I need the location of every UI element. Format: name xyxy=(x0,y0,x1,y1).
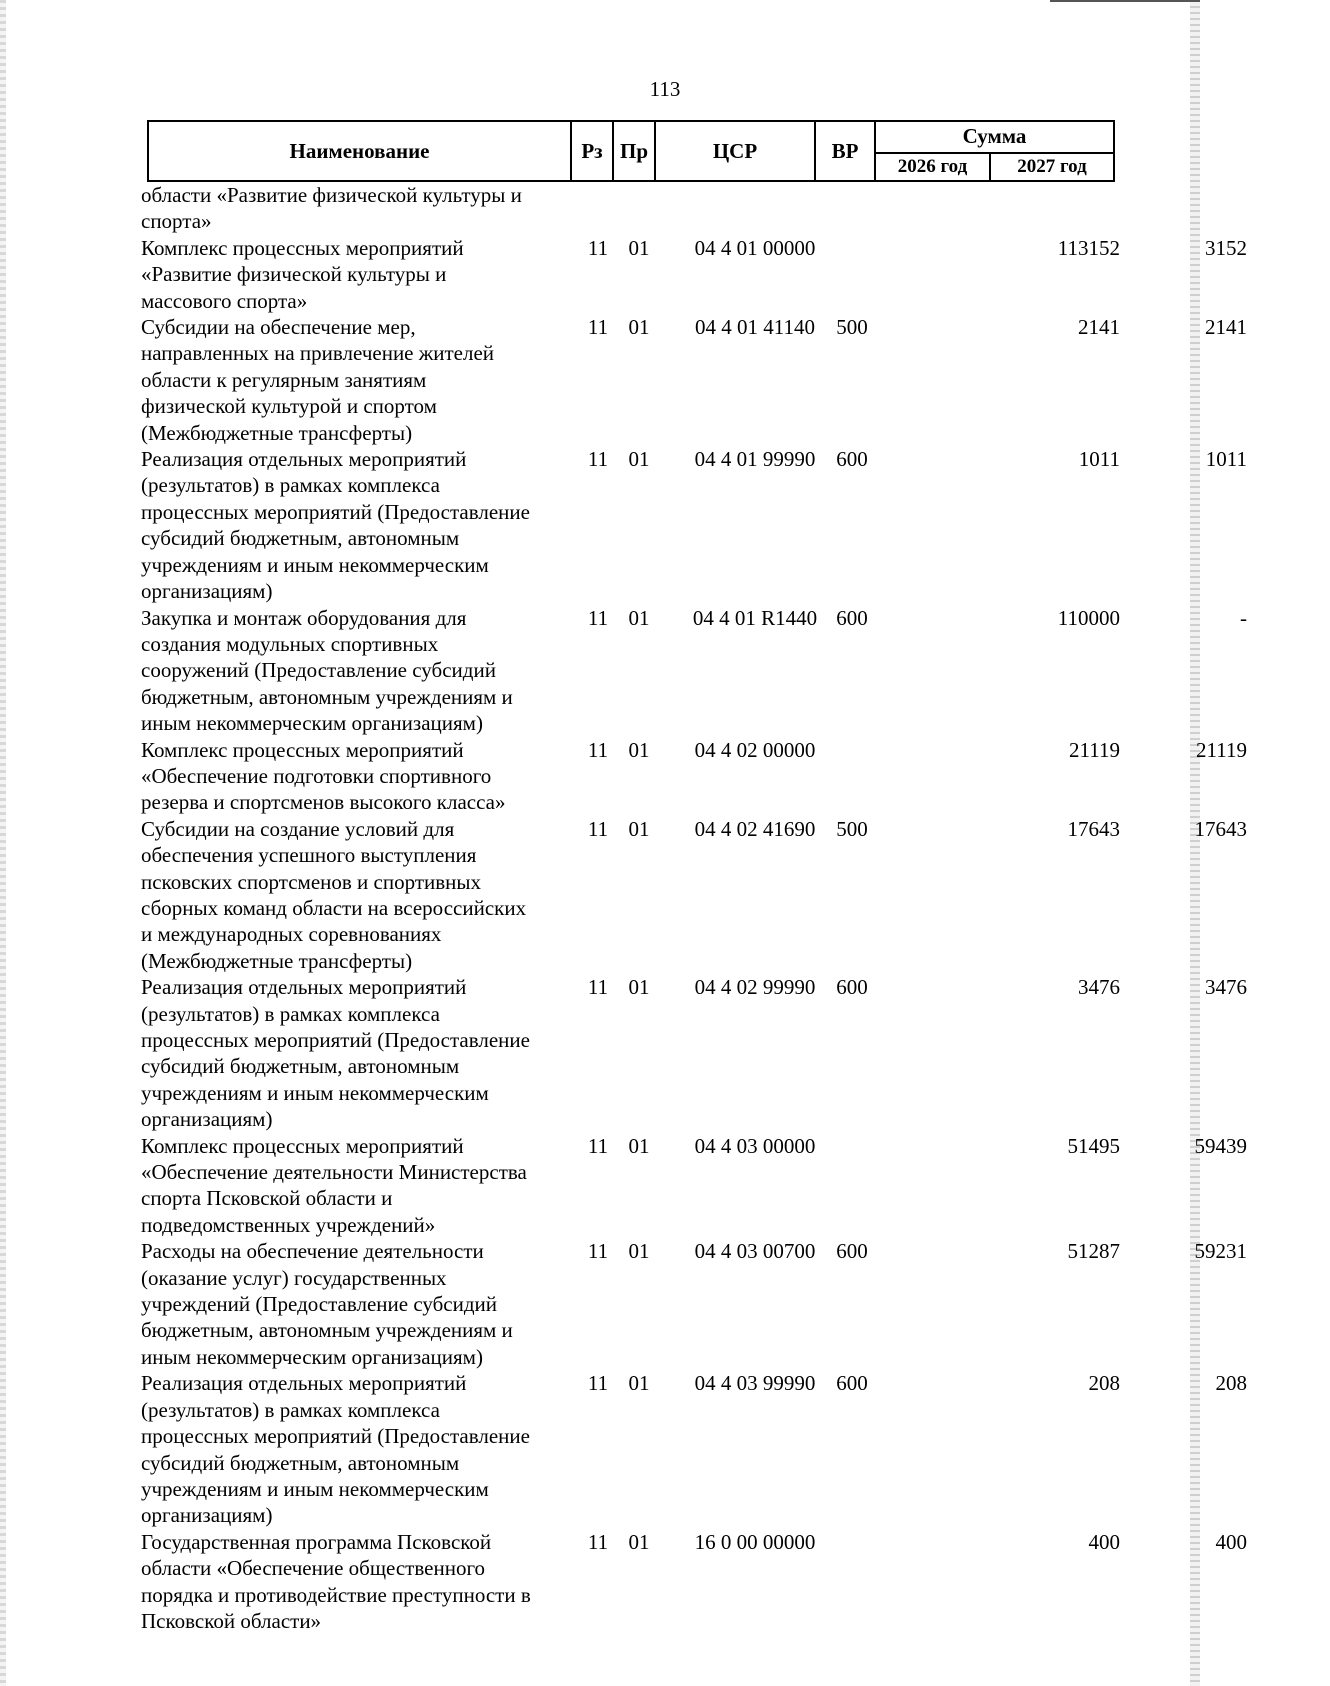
table-row xyxy=(141,1529,1247,1635)
cell-pr: 01 xyxy=(628,235,650,260)
cell-sum-2026: 400 xyxy=(1088,1529,1120,1554)
cell-csr: 16 0 00 00000 xyxy=(694,1529,816,1554)
header-year-2026: 2026 год xyxy=(875,153,990,181)
cell-rz: 11 xyxy=(587,235,609,260)
cell-pr: 01 xyxy=(628,1529,650,1554)
cell-pr: 01 xyxy=(628,975,650,1000)
cell-pr: 01 xyxy=(628,816,650,841)
cell-rz: 11 xyxy=(587,605,609,630)
cell-rz: 11 xyxy=(587,975,609,1000)
cell-csr: 04 4 02 00000 xyxy=(694,737,816,762)
table-row xyxy=(141,1133,1247,1239)
cell-csr: 04 4 03 00000 xyxy=(694,1133,816,1158)
table-row xyxy=(141,182,1113,235)
table-row xyxy=(141,605,1247,737)
cell-name: Реализация отдельных мероприятий (результатов) в рамках комплекса процессных мероприятий (Предоставление субсидий бюджетным, автономным учреждениям и иным некоммерческим организациям) xyxy=(141,975,530,1132)
cell-pr: 01 xyxy=(628,605,650,630)
header-name: Наименование xyxy=(148,121,571,181)
cell-sum-2026: 113152 xyxy=(1057,235,1120,260)
cell-name: Субсидии на создание условий для обеспечения успешного выступления псковских спортсменов и спортивных сборных команд области на всероссийских и международных соревнованиях (Межбюджетные трансферты) xyxy=(141,816,527,973)
header-sum: Сумма xyxy=(875,121,1114,153)
cell-vr: 500 xyxy=(836,315,868,340)
cell-vr: 600 xyxy=(836,605,868,630)
cell-csr: 04 4 02 99990 xyxy=(694,975,816,1000)
header-csr: ЦСР xyxy=(655,121,815,181)
cell-vr: 600 xyxy=(836,1239,868,1264)
table-row xyxy=(141,1238,1247,1370)
table-row xyxy=(141,1370,1247,1528)
table-header xyxy=(147,120,1113,182)
cell-name: Расходы на обеспечение деятельности (оказание услуг) государственных учреждений (Предоставление субсидий бюджетным, автономным учреждениям и иным некоммерческим организациям) xyxy=(141,1239,513,1369)
cell-sum-2027: 3476 xyxy=(1205,975,1247,1000)
cell-rz: 11 xyxy=(587,737,609,762)
cell-sum-2026: 51495 xyxy=(1067,1133,1120,1158)
cell-csr: 04 4 01 99990 xyxy=(694,447,816,472)
cell-sum-2026: 208 xyxy=(1088,1371,1120,1396)
cell-sum-2027: 3152 xyxy=(1205,235,1247,260)
header-year-2027: 2027 год xyxy=(990,153,1114,181)
cell-pr: 01 xyxy=(628,315,650,340)
cell-rz: 11 xyxy=(587,1529,609,1554)
cell-sum-2026: 21119 xyxy=(1069,737,1120,762)
cell-sum-2026: 2141 xyxy=(1078,315,1120,340)
cell-name: Субсидии на обеспечение мер, направленных на привлечение жителей области к регулярным занятиям физической культурой и спортом (Межбюджетные трансферты) xyxy=(141,315,495,445)
cell-name: Комплекс процессных мероприятий «Развитие физической культуры и массового спорта» xyxy=(141,235,464,313)
cell-name: Комплекс процессных мероприятий «Обеспечение подготовки спортивного резерва и спортсменов высокого класса» xyxy=(141,737,506,815)
cell-sum-2027: 208 xyxy=(1215,1371,1247,1396)
cell-sum-2027: 2141 xyxy=(1205,315,1247,340)
cell-rz: 11 xyxy=(587,816,609,841)
cell-vr: 500 xyxy=(836,816,868,841)
cell-sum-2027: 21119 xyxy=(1196,737,1247,762)
cell-name: Реализация отдельных мероприятий (результатов) в рамках комплекса процессных мероприятий (Предоставление субсидий бюджетным, автономным учреждениям и иным некоммерческим организациям) xyxy=(141,1371,530,1528)
cell-csr: 04 4 01 41140 xyxy=(695,315,815,340)
header-rz: Рз xyxy=(571,121,613,181)
page-number: 113 xyxy=(649,77,681,101)
cell-name: области «Развитие физической культуры и спорта» xyxy=(141,183,522,234)
cell-sum-2026: 17643 xyxy=(1067,816,1120,841)
cell-pr: 01 xyxy=(628,447,650,472)
cell-pr: 01 xyxy=(628,737,650,762)
table-row xyxy=(141,314,1247,446)
cell-pr: 01 xyxy=(628,1239,650,1264)
cell-pr: 01 xyxy=(628,1371,650,1396)
cell-csr: 04 4 02 41690 xyxy=(694,816,816,841)
scan-edge-top xyxy=(1050,0,1200,2)
cell-csr: 04 4 03 99990 xyxy=(694,1371,816,1396)
cell-sum-2027: 1011 xyxy=(1205,447,1247,472)
cell-rz: 11 xyxy=(587,1133,609,1158)
table-row xyxy=(141,974,1247,1132)
cell-rz: 11 xyxy=(587,315,609,340)
table-row xyxy=(141,235,1247,314)
cell-name: Государственная программа Псковской области «Обеспечение общественного порядка и противодействие преступности в Псковской области» xyxy=(141,1529,531,1633)
cell-rz: 11 xyxy=(587,447,609,472)
table-row xyxy=(141,737,1247,816)
cell-name: Закупка и монтаж оборудования для создания модульных спортивных сооружений (Предоставление субсидий бюджетным, автономным учреждениям и иным некоммерческим организациям) xyxy=(141,605,513,736)
cell-name: Комплекс процессных мероприятий «Обеспечение деятельности Министерства спорта Псковской области и подведомственных учреждений» xyxy=(141,1133,527,1237)
table-row xyxy=(141,446,1247,604)
cell-csr: 04 4 03 00700 xyxy=(694,1239,816,1264)
cell-rz: 11 xyxy=(587,1371,609,1396)
cell-sum-2026: 1011 xyxy=(1078,447,1120,472)
cell-vr: 600 xyxy=(836,1371,868,1396)
cell-sum-2027: 17643 xyxy=(1194,816,1247,841)
cell-sum-2027: 59231 xyxy=(1194,1239,1247,1264)
cell-sum-2027: 59439 xyxy=(1194,1133,1247,1158)
cell-rz: 11 xyxy=(587,1239,609,1264)
cell-name: Реализация отдельных мероприятий (результатов) в рамках комплекса процессных мероприятий (Предоставление субсидий бюджетным, автономным учреждениям и иным некоммерческим организациям) xyxy=(141,447,530,604)
cell-vr: 600 xyxy=(836,975,868,1000)
cell-sum-2026: 110000 xyxy=(1057,605,1120,630)
header-vr: ВР xyxy=(815,121,875,181)
cell-sum-2027: 400 xyxy=(1215,1529,1247,1554)
cell-vr: 600 xyxy=(836,447,868,472)
cell-pr: 01 xyxy=(628,1133,650,1158)
cell-csr: 04 4 01 00000 xyxy=(694,235,816,260)
table-body xyxy=(141,182,1247,1634)
table-row xyxy=(141,816,1247,974)
cell-sum-2026: 3476 xyxy=(1078,975,1120,1000)
cell-sum-2027: - xyxy=(1240,605,1247,630)
scan-edge-left xyxy=(0,0,6,1686)
cell-csr: 04 4 01 R1440 xyxy=(692,605,818,630)
header-pr: Пр xyxy=(613,121,655,181)
cell-sum-2026: 51287 xyxy=(1067,1239,1120,1264)
